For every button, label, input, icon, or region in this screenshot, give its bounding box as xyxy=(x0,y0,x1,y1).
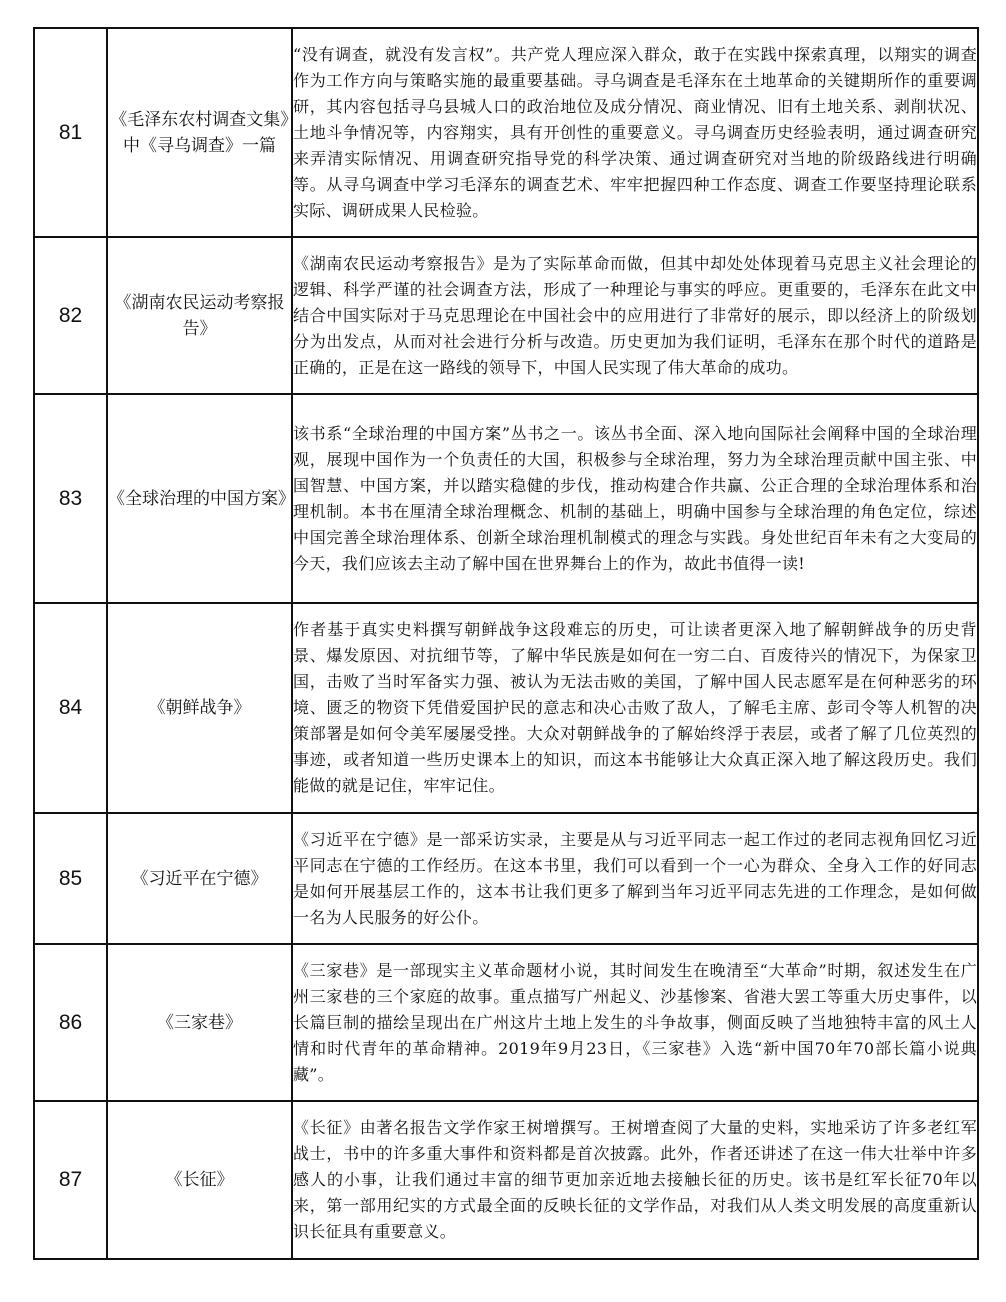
book-title: 《全球治理的中国方案》 xyxy=(107,394,292,603)
row-number: 82 xyxy=(34,237,107,394)
book-description: “没有调查，就没有发言权”。共产党人理应深入群众，敢于在实践中探索真理，以翔实的调查作为工作方向与策略实施的最重要基础。寻乌调查是毛泽东在土地革命的关键期所作的重要调研，其内容包括寻乌县城人口的政治地位及成分情况、商业情况、旧有土地关系、剥削状况、土地斗争情况等，内容翔实，具有开创性的重要意义。寻乌调查历史经验表明，通过调查研究来弄清实际情况、用调查研究指导党的科学决策、通过调查研究对当地的阶级路线进行明确等。从寻乌调查中学习毛泽东的调查艺术、牢牢把握四种工作态度、调查工作要坚持理论联系实际、调研成果人民检验。 xyxy=(292,28,978,237)
book-recommendation-table xyxy=(33,27,979,1260)
row-number: 85 xyxy=(34,813,107,944)
book-title: 《长征》 xyxy=(107,1101,292,1259)
table-row xyxy=(34,237,978,394)
book-title: 《习近平在宁德》 xyxy=(107,813,292,944)
row-number: 84 xyxy=(34,603,107,813)
table-row xyxy=(34,944,978,1101)
row-number: 81 xyxy=(34,28,107,237)
row-number: 87 xyxy=(34,1101,107,1259)
book-description: 《习近平在宁德》是一部采访实录，主要是从与习近平同志一起工作过的老同志视角回忆习近平同志在宁德的工作经历。在这本书里，我们可以看到一个一心为群众、全身入工作的好同志是如何开展基层工作的，这本书让我们更多了解到当年习近平同志先进的工作理念，是如何做一名为人民服务的好公仆。 xyxy=(292,813,978,944)
table-row xyxy=(34,603,978,813)
row-number: 83 xyxy=(34,394,107,603)
book-description: 作者基于真实史料撰写朝鲜战争这段难忘的历史，可让读者更深入地了解朝鲜战争的历史背景、爆发原因、对抗细节等，了解中华民族是如何在一穷二白、百废待兴的情况下，为保家卫国，击败了当时军备实力强、被认为无法击败的美国，了解中国人民志愿军是在何种恶劣的环境、匮乏的物资下凭借爱国护民的意志和决心击败了敌人，了解毛主席、彭司令等人机智的决策部署是如何令美军屡屡受挫。大众对朝鲜战争的了解始终浮于表层，或者了解了几位英烈的事迹，或者知道一些历史课本上的知识，而这本书能够让大众真正深入地了解这段历史。我们能做的就是记住，牢牢记住。 xyxy=(292,603,978,813)
book-description: 《湖南农民运动考察报告》是为了实际革命而做，但其中却处处体现着马克思主义社会理论的逻辑、科学严谨的社会调查方法，形成了一种理论与事实的呼应。更重要的，毛泽东在此文中结合中国实际对于马克思理论在中国社会中的应用进行了非常好的展示，即以经济上的阶级划分为出发点，从而对社会进行分析与改造。历史更加为我们证明，毛泽东在那个时代的道路是正确的，正是在这一路线的领导下，中国人民实现了伟大革命的成功。 xyxy=(292,237,978,394)
table-row xyxy=(34,1101,978,1259)
table-row xyxy=(34,813,978,944)
book-description: 《三家巷》是一部现实主义革命题材小说，其时间发生在晚清至“大革命”时期，叙述发生在广州三家巷的三个家庭的故事。重点描写广州起义、沙基惨案、省港大罢工等重大历史事件，以长篇巨制的描绘呈现出在广州这片土地上发生的斗争故事，侧面反映了当地独特丰富的风土人情和时代青年的革命精神。2019年9月23日，《三家巷》入选“新中国70年70部长篇小说典藏”。 xyxy=(292,944,978,1101)
book-title: 《朝鲜战争》 xyxy=(107,603,292,813)
book-description: 该书系“全球治理的中国方案”丛书之一。该丛书全面、深入地向国际社会阐释中国的全球治理观，展现中国作为一个负责任的大国，积极参与全球治理，努力为全球治理贡献中国主张、中国智慧、中国方案，并以踏实稳健的步伐，推动构建合作共赢、公正合理的全球治理体系和治理机制。本书在厘清全球治理概念、机制的基础上，明确中国参与全球治理的角色定位，综述中国完善全球治理体系、创新全球治理机制模式的理念与实践。身处世纪百年未有之大变局的今天，我们应该去主动了解中国在世界舞台上的作为，故此书值得一读! xyxy=(292,394,978,603)
book-title: 《三家巷》 xyxy=(107,944,292,1101)
table-row xyxy=(34,394,978,603)
book-title: 《湖南农民运动考察报告》 xyxy=(107,237,292,394)
table-row xyxy=(34,28,978,237)
row-number: 86 xyxy=(34,944,107,1101)
book-description: 《长征》由著名报告文学作家王树增撰写。王树增查阅了大量的史料，实地采访了许多老红军战士，书中的许多重大事件和资料都是首次披露。此外，作者还讲述了在这一伟大壮举中许多感人的小事，让我们通过丰富的细节更加亲近地去接触长征的历史。该书是红军长征70年以来，第一部用纪实的方式最全面的反映长征的文学作品，对我们从人类文明发展的高度重新认识长征具有重要意义。 xyxy=(292,1101,978,1259)
book-title: 《毛泽东农村调查文集》中《寻乌调查》一篇 xyxy=(107,28,292,237)
